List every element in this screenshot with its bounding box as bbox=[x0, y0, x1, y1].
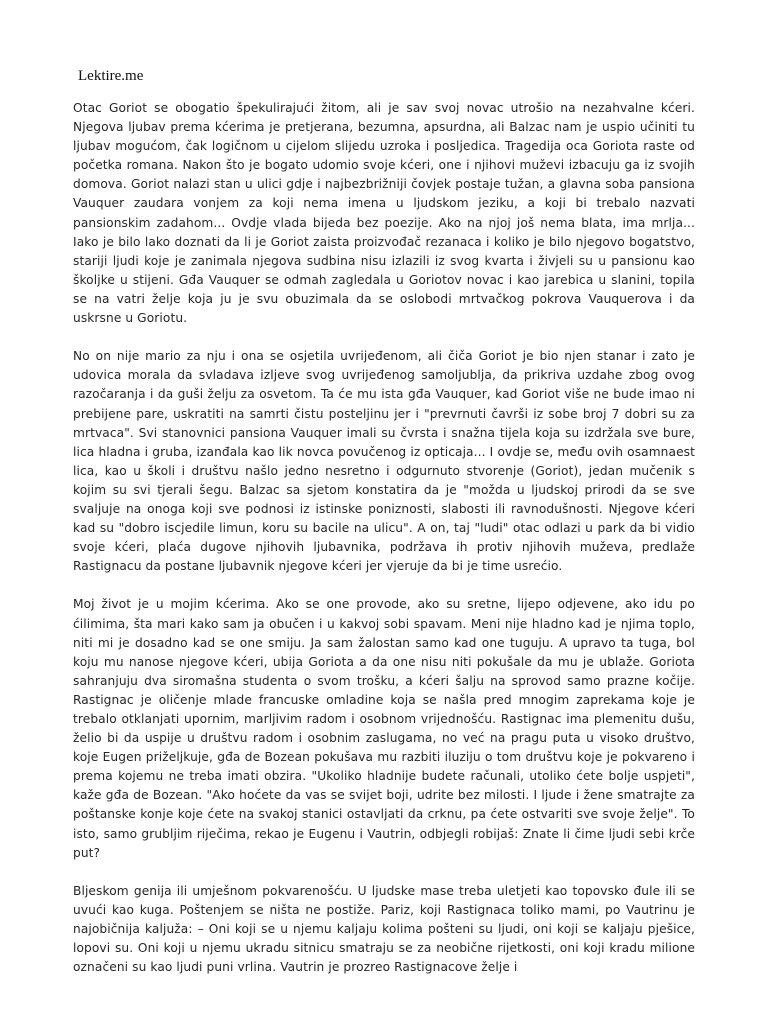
paragraph: Moj život je u mojim kćerima. Ako se one provode, ako su sretne, lijepo odjevene, ako idu po ćilimima, šta mari kako sam ja obučen i u kakvoj sobi spavam. Meni nije hladno kad je njima toplo, niti mi je dosadno kad se one smiju. Ja sam žalostan samo kad one tuguju. A upravo ta tuga, bol koju mu nanose njegove kćeri, ubija Goriota a da one nisu niti pokušale da mu je ublaže. Goriota sahranjuju dva siromašna studenta o svom trošku, a kćeri šalju na sprovod samo prazne kočije. Rastignac je oličenje mlade francuske omladine koja se našla pred mnogim zaprekama koje je trebalo otklanjati upornim, marljivim radom i osobnom vrijednošću. Rastignac ima plemenitu dušu, želio bi da uspije u društvu radom i osobnim zaslugama, no već na pragu puta u visoko društvo, koje Eugen priželjkuje, gđa de Bozean pokušava mu razbiti iluziju o tom društvu koje je pokvareno i prema kojemu ne treba imati obzira. "Ukoliko hladnije budete računali, utoliko ćete bolje uspjeti", kaže gđa de Bozean. "Ako hoćete da vas se svijet boji, udrite bez milosti. I ljude i žene smatrajte za poštanske konje koje ćete na svakoj stanici ostavljati da crknu, pa ćete ostvariti sve svoje želje". To isto, samo grubljim riječima, rekao je Eugenu i Vautrin, odbjegli robijaš: Znate li čime ljudi sebi krče put? bbox=[73, 597, 695, 860]
paragraph: No on nije mario za nju i ona se osjetila uvrijeđenom, ali čiča Goriot je bio njen stanar i zato je udovica morala da svladava izljeve svog uvrijeđenog samoljublja, da prikriva uzdahe zbog ovog razočaranja i da guši želju za osvetom. Ta će mu ista gđa Vauquer, kad Goriot više ne bude imao ni prebijene pare, uskratiti na samrti čistu posteljinu jer i "prevrnuti čavrši iz sobe broj 7 dobri su za mrtvaca". Svi stanovnici pansiona Vauquer imali su čvrsta i snažna tijela koja su izdržala sve bure, lica hladna i gruba, izanđala kao lik novca povučenog iz opticaja... I ovdje se, među ovih osamnaest lica, kao u školi i društvu našlo jedno nesretno i odgurnuto stvorenje (Goriot), jedan mučenik s kojim su svi tjerali šegu. Balzac sa sjetom konstatira da je "možda u ljudskoj prirodi da se sve svaljuje na onoga koji sve podnosi iz istinske poniznosti, slabosti ili ravnodušnosti. Njegove kćeri kad su "dobro iscjedile limun, koru su bacile na ulicu". A on, taj "ludi" otac odlazi u park da bi vidio svoje kćeri, plaća dugove njihovih ljubavnika, podržava ih protiv njihovih muževa, predlaže Rastignacu da postane ljubavnik njegove kćeri jer vjeruje da bi je time usrećio. bbox=[73, 349, 695, 574]
paragraph: Otac Goriot se obogatio špekulirajući žitom, ali je sav svoj novac utrošio na nezahvalne kćeri. Njegova ljubav prema kćerima je pretjerana, bezumna, apsurdna, ali Balzac nam je uspio učiniti tu ljubav mogućom, čak logičnom u cijelom slijedu uzroka i posljedica. Tragedija oca Goriota raste od početka romana. Nakon što je bogato udomio svoje kćeri, one i njihovi muževi izbacuju ga iz svojih domova. Goriot nalazi stan u ulici gdje i najbezbrižniji čovjek postaje tužan, a glavna soba pansiona Vauquer zaudara vonjem za koji nema imena u ljudskom jeziku, a koji bi trebalo nazvati pansionskim zadahom... Ovdje vlada bijeda bez poezije. Ako na njoj još nema blata, ima mrlja... Iako je bilo lako doznati da li je Goriot zaista proizvođač rezanaca i koliko je bilo njegovo bogatstvo, stariji ljudi koje je zanimala njegova sudbina nisu izlazili iz svog kvarta i živjeli su u pansionu kao školjke u stijeni. Gđa Vauquer se odmah zagledala u Goriotov novac i kao jarebica u slanini, topila se na vatri želje koja ju je svu obuzimala da se oslobodi mrtvačkog pokrova Vauquerova i da uskrsne u Goriotu. bbox=[73, 101, 695, 326]
document-body bbox=[73, 99, 695, 996]
paragraph: Bljeskom genija ili umješnom pokvarenošću. U ljudske mase treba uletjeti kao topovsko đule ili se uvući kao kuga. Poštenjem se ništa ne postiže. Pariz, koji Rastignaca toliko mami, po Vautrinu je najobičnija kaljuža: – Oni koji se u njemu kaljaju kolima pošteni su ljudi, oni koji se kaljaju pješice, lopovi su. Oni koji u njemu ukradu sitnicu smatraju se za neobične rijetkosti, oni koji kradu milione označeni su kao ljudi puni vrlina. Vautrin je prozreo Rastignacove želje i bbox=[73, 883, 695, 975]
site-title: Lektire.me bbox=[78, 68, 144, 84]
